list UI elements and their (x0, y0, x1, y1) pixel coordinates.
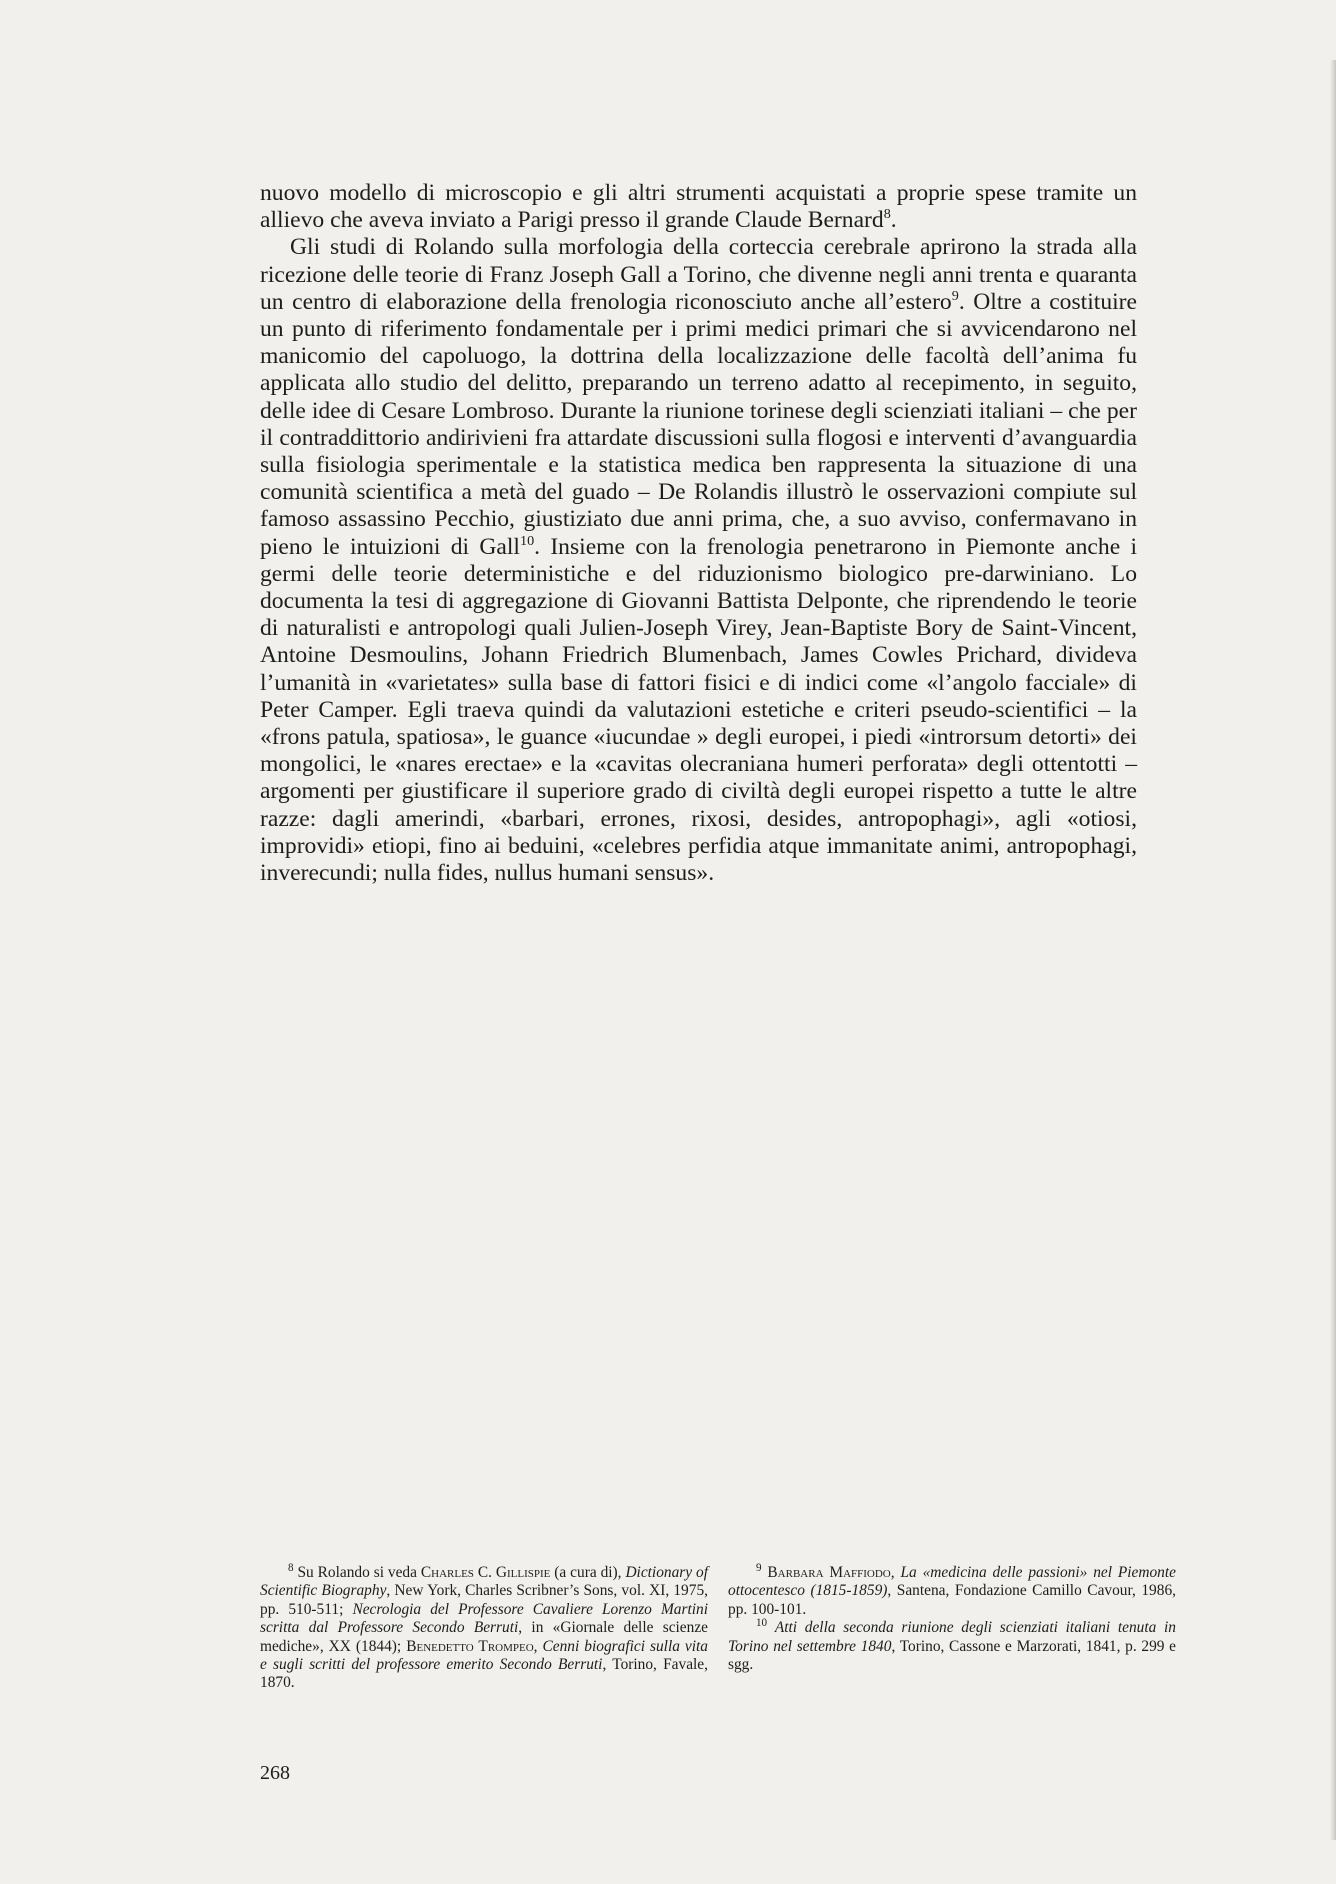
footnote-8-title-3: Cenni biografici sulla vita e sugli scritti del professore emerito Secondo Berruti (260, 1637, 708, 1674)
footnote-8-number: 8 (288, 1561, 294, 1574)
footnote-9 (728, 1561, 1176, 1619)
main-text (260, 180, 1137, 887)
footnote-8-text-5: , (533, 1637, 543, 1655)
paragraph-1-end: . (890, 207, 897, 234)
page-number: 268 (260, 1762, 290, 1784)
footnote-8-text-4: , in «Giornale delle scienze mediche», XX (1844); (260, 1619, 708, 1655)
paragraph-2 (260, 234, 1137, 887)
footnote-10-title: Atti della seconda riunione degli scienziati italiani tenuta in Torino nel settembre 1840 (728, 1619, 1176, 1655)
footnote-column-left (260, 1561, 709, 1693)
footnotes (260, 1561, 1176, 1693)
footnote-10-number: 10 (756, 1617, 768, 1630)
paragraph-2-part-c: . Insieme con la frenologia penetrarono in Piemonte anche i germi delle teorie deterministiche e del riduzionismo biologico pre-darwiniano. Lo documenta la tesi di aggregazione di Giovanni Battista Delponte, che riprendendo le teorie di naturalisti e antropologi quali Julien-Joseph Virey, Jean-Baptiste Bory de Saint-Vincent, Antoine Desmoulins, Johann Friedrich Blumenbach, James Cowles Prichard, divideva l’umanità in «varietates» sulla base di fattori fisici e di indici come «l’angolo facciale» di Peter Camper. Egli traeva quindi da valutazioni estetiche e criteri pseudo-scientifici – la «frons patula, spatiosa», le guance «iucundae » degli europei, i piedi «introrsum detorti» dei mongolici, le «nares erectae» e la «cavitas olecraniana humeri perforata» degli ottentotti – argomenti per giustificare il superiore grado di civiltà degli europei rispetto a tutte le altre razze: dagli amerindi, «barbari, errones, rixosi, desides, antropophagi», agli «otiosi, improvidi» etiopi, fino ai beduini, «celebres perfidia atque immanitate animi, antropophagi, inverecundi; nulla fides, nullus humani sensus». (260, 533, 1137, 887)
footnote-ref-9[interactable]: 9 (951, 287, 959, 304)
footnote-8-text-3: , New York, Charles Scribner’s Sons, vol. XI, 1975, pp. 510-511; (260, 1582, 708, 1618)
paragraph-1 (260, 180, 1137, 234)
footnote-9-text-1: , (890, 1564, 901, 1581)
paragraph-2-part-b: . Oltre a costituire un punto di riferimento fondamentale per i primi medici primari che si avvicendarono nel manicomio del capoluogo, la dottrina della localizzazione delle facoltà dell’anima fu applicata allo studio del delitto, preparando un terreno adatto al recepimento, in seguito, delle idee di Cesare Lombroso. Durante la riunione torinese degli scienziati italiani – che per il contraddittorio andirivieni fra attardate discussioni sulla flogosi e interventi d’avanguardia sulla fisiologia sperimentale e la statistica medica ben rappresenta la situazione di una comunità scientifica a metà del guado – De Rolandis illustrò le osservazioni compiute sul famoso assassino Pecchio, giustiziato due anni prima, che, a suo avviso, confermavano in pieno le intuizioni di Gall (260, 288, 1137, 560)
footnote-8-author-2: Benedetto Trompeo (406, 1637, 534, 1655)
page-edge-shadow (1330, 60, 1336, 1840)
footnote-10 (728, 1619, 1176, 1674)
footnote-9-title: La «medicina delle passioni» nel Piemonte ottocentesco (1815-1859) (728, 1564, 1176, 1600)
footnote-8-title-1: Dictionary of Scientific Biography (260, 1564, 709, 1600)
paragraph-1-text: nuovo modello di microscopio e gli altri strumenti acquistati a proprie spese tramite un allievo che aveva inviato a Parigi presso il grande Claude Bernard (260, 180, 1137, 234)
footnote-8-text-1: Su Rolando si veda (297, 1564, 421, 1581)
footnote-9-number: 9 (756, 1561, 762, 1574)
footnote-8-text-6: , Torino, Favale, 1870. (260, 1656, 708, 1692)
footnote-ref-8[interactable]: 8 (883, 206, 891, 223)
footnote-ref-10[interactable]: 10 (519, 532, 535, 549)
footnote-8-text-2: (a cura di), (550, 1564, 626, 1581)
footnote-9-text-2: , Santena, Fondazione Camillo Cavour, 1986, pp. 100-101. (728, 1582, 1176, 1618)
footnote-column-right (728, 1561, 1176, 1693)
footnote-9-author: Barbara Maffiodo (767, 1564, 891, 1581)
footnote-8 (260, 1561, 709, 1693)
footnote-10-text-1: , Torino, Cassone e Marzorati, 1841, p. 299 e sgg. (728, 1637, 1176, 1674)
footnote-8-author-1: Charles C. Gillispie (420, 1564, 551, 1581)
paragraph-2-part-a: Gli studi di Rolando sulla morfologia della corteccia cerebrale aprirono la strada alla ricezione delle teorie di Franz Joseph Gall a Torino, che divenne negli anni trenta e quaranta un centro di elaborazione della frenologia riconosciuto anche all’estero (260, 234, 1137, 315)
footnote-8-title-2: Necrologia del Professore Cavaliere Lorenzo Martini scritta dal Professore Secondo Berruti (260, 1600, 709, 1637)
